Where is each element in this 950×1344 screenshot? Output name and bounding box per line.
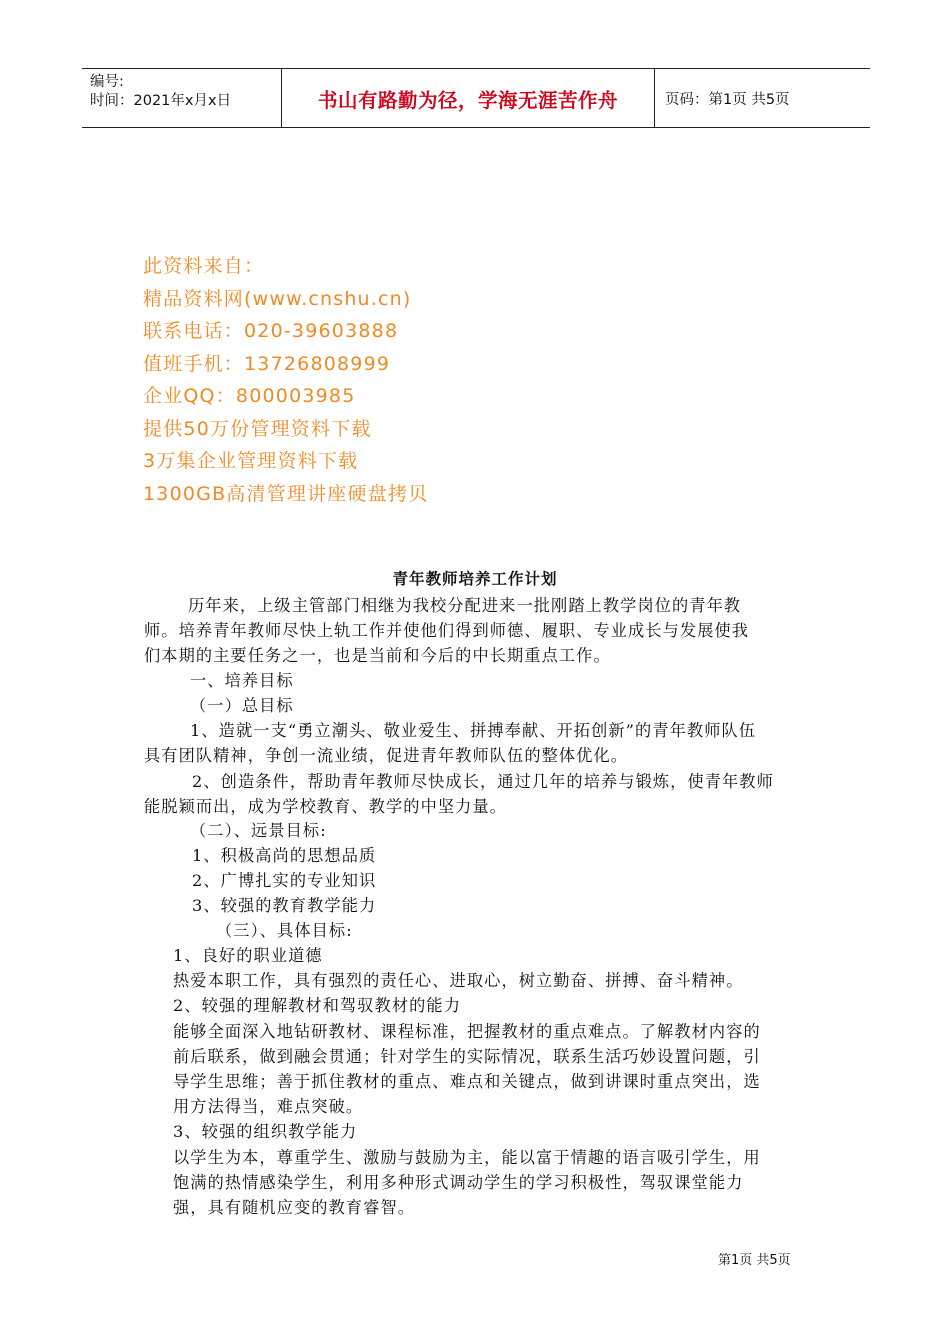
list-item: 2、广博扎实的专业知识 bbox=[192, 871, 377, 891]
specific-goals bbox=[173, 943, 761, 1220]
source-line: 此资料来自： bbox=[143, 255, 265, 277]
text-line: 用方法得当，难点突破。 bbox=[173, 1097, 364, 1117]
motto-text: 书山有路勤为径，学海无涯苦作舟 bbox=[317, 89, 618, 112]
header-page-cell bbox=[655, 69, 870, 127]
subsection-heading: （二）、远景目标: bbox=[190, 821, 327, 840]
text-line: 师。培养青年教师尽快上轨工作并使他们得到师德、履职、专业成长与发展使我 bbox=[144, 621, 750, 641]
text-line: 导学生思维；善于抓住教材的重点、难点和关键点，做到讲课时重点突出，选 bbox=[173, 1072, 761, 1092]
page-info: 页码：第1页 共5页 bbox=[665, 91, 790, 108]
subsection-heading: （三）、具体目标: bbox=[216, 921, 353, 940]
source-line: 提供50万份管理资料下载 bbox=[143, 417, 372, 440]
text-line: 2、创造条件，帮助青年教师尽快成长，通过几年的培养与锻炼，使青年教师 bbox=[192, 772, 774, 791]
subsection-heading: （一）总目标 bbox=[190, 696, 294, 715]
source-line: 1300GB高清管理讲座硬盘拷贝 bbox=[143, 482, 429, 505]
text-line: 能够全面深入地钻研教材、课程标准，把握教材的重点难点。了解教材内容的 bbox=[173, 1021, 761, 1041]
source-line: 联系电话：020-39603888 bbox=[143, 320, 399, 342]
text-line: 历年来，上级主管部门相继为我校分配进来一批刚踏上教学岗位的青年教 bbox=[188, 596, 742, 615]
section-heading: 一、培养目标 bbox=[190, 671, 294, 690]
source-line: 3万集企业管理资料下载 bbox=[143, 450, 359, 472]
text-line: 热爱本职工作，具有强烈的责任心、进取心，树立勤奋、拼搏、奋斗精神。 bbox=[173, 971, 744, 991]
source-line: 值班手机：13726808999 bbox=[143, 352, 391, 375]
header-motto-cell bbox=[282, 69, 655, 127]
page-footer: 第1页 共5页 bbox=[718, 1253, 791, 1268]
list-item: 3、较强的教育教学能力 bbox=[192, 896, 377, 916]
code-label: 编号: bbox=[90, 74, 124, 90]
list-item: 1、积极高尚的思想品质 bbox=[192, 846, 377, 865]
text-line: 们本期的主要任务之一，也是当前和今后的中长期重点工作。 bbox=[144, 646, 611, 666]
goal-paragraph bbox=[144, 718, 756, 768]
text-line: 1、良好的职业道德 bbox=[173, 946, 323, 965]
intro-paragraph bbox=[144, 593, 749, 669]
text-line: 具有团队精神，争创一流业绩，促进青年教师队伍的整体优化。 bbox=[144, 746, 629, 766]
document-title: 青年教师培养工作计划 bbox=[392, 569, 558, 588]
text-line: 1、造就一支“勇立潮头、敬业爱生、拼搏奉献、开拓创新”的青年教师队伍 bbox=[190, 721, 757, 740]
vision-list bbox=[192, 843, 376, 919]
text-line: 前后联系，做到融会贯通；针对学生的实际情况，联系生活巧妙设置问题，引 bbox=[173, 1046, 761, 1066]
text-line: 饱满的热情感染学生，利用多种形式调动学生的学习积极性，驾驭课堂能力 bbox=[173, 1172, 744, 1192]
source-line: 精品资料网(www.cnshu.cn) bbox=[143, 287, 412, 310]
source-info-block bbox=[143, 250, 428, 510]
text-line: 以学生为本，尊重学生、激励与鼓励为主，能以富于情趣的语言吸引学生，用 bbox=[173, 1147, 761, 1167]
page-header bbox=[82, 68, 870, 128]
goal-paragraph bbox=[144, 769, 774, 819]
text-line: 强，具有随机应变的教育睿智。 bbox=[173, 1198, 416, 1218]
text-line: 能脱颖而出，成为学校教育、教学的中坚力量。 bbox=[144, 797, 508, 817]
text-line: 2、较强的理解教材和驾驭教材的能力 bbox=[173, 996, 461, 1016]
source-line: 企业QQ：800003985 bbox=[143, 385, 356, 407]
time-label: 时间：2021年x月x日 bbox=[90, 93, 232, 109]
header-meta-cell bbox=[82, 69, 282, 127]
text-line: 3、较强的组织教学能力 bbox=[173, 1122, 358, 1142]
